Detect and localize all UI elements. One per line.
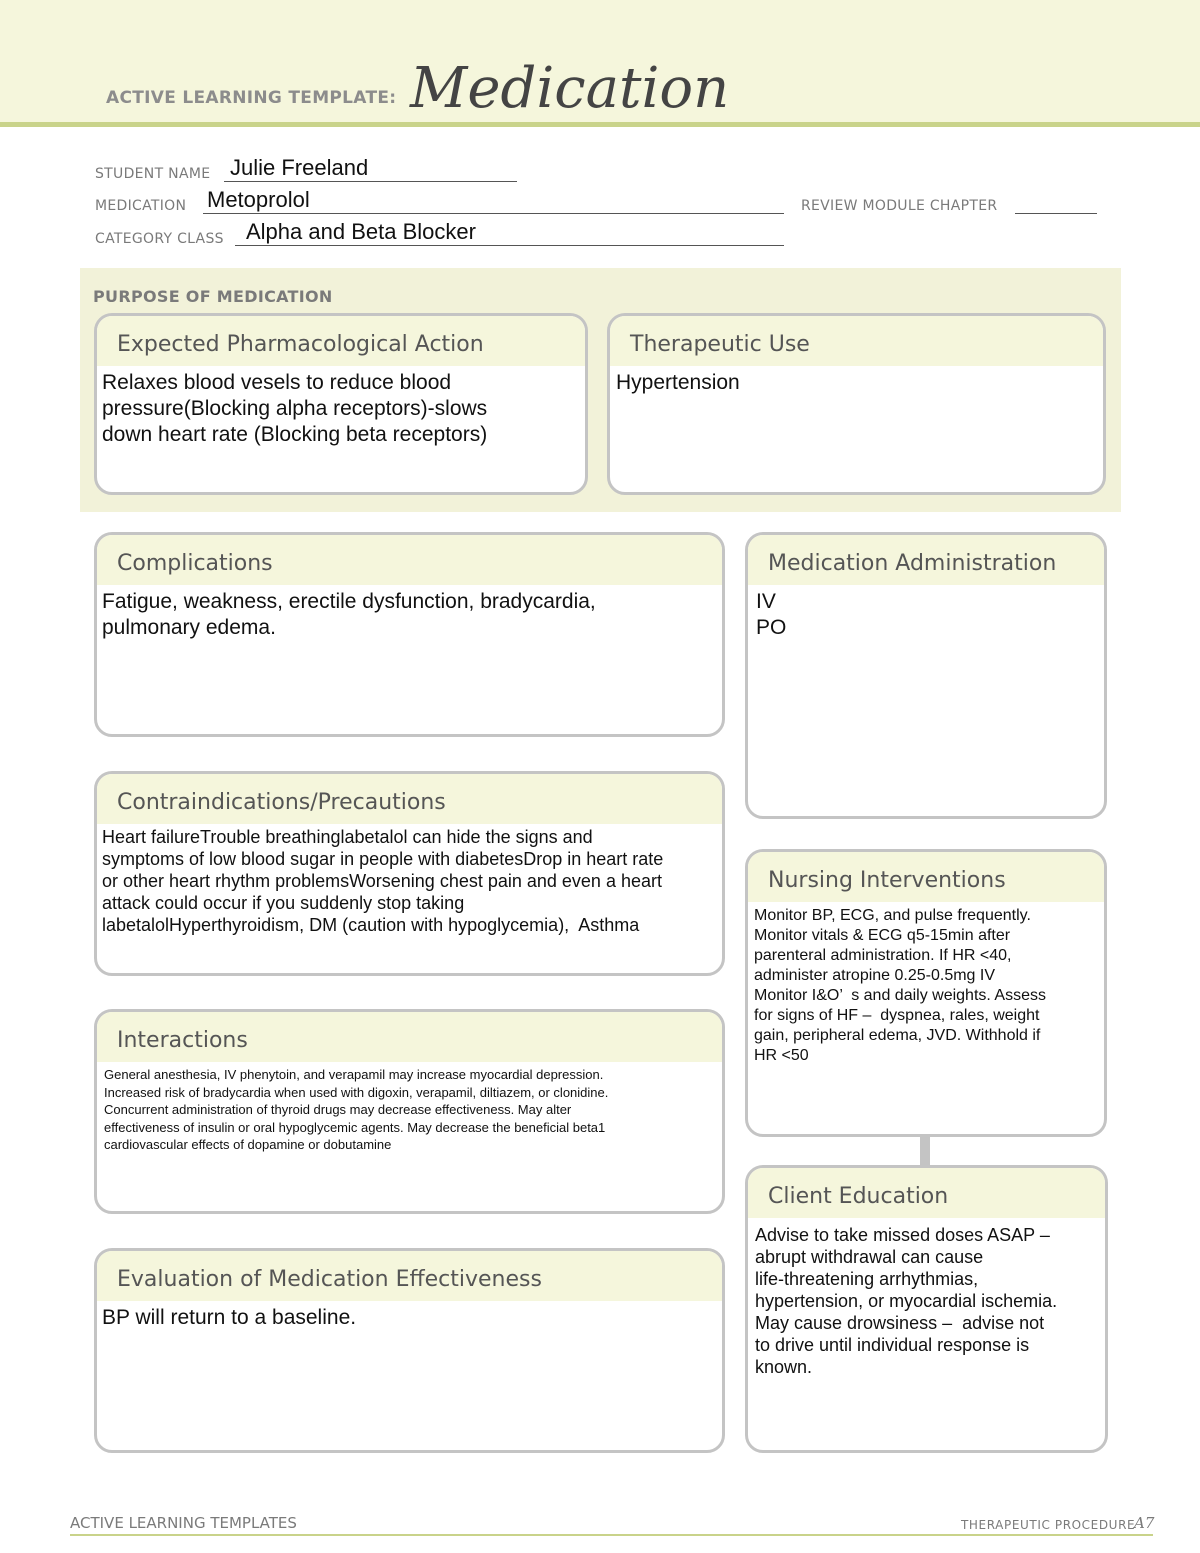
therapeutic-use-title: Therapeutic Use: [610, 316, 1103, 366]
nursing-interventions-text[interactable]: Monitor BP, ECG, and pulse frequently. Monitor vitals & ECG q5-15min after parenteral administration. If HR <40, administer atropine 0.25-0.5mg IV Monitor I&O’ s and daily weights. Assess for signs of HF – dyspnea, rales, weight gain, peripheral edema, JVD. Withhold if HR <50: [754, 907, 1046, 1064]
interactions-box: [94, 1009, 725, 1214]
evaluation-title: Evaluation of Medication Effectiveness: [97, 1251, 722, 1301]
expected-action-text[interactable]: Relaxes blood vesels to reduce blood pressure(Blocking alpha receptors)-slows down heart rate (Blocking beta receptors): [102, 371, 488, 446]
category-class-line: [235, 245, 784, 246]
medication-administration-text[interactable]: IV PO: [756, 590, 787, 639]
contraindications-title: Contraindications/Precautions: [97, 774, 722, 824]
review-module-label: REVIEW MODULE CHAPTER: [801, 198, 998, 214]
medication-administration-title: Medication Administration: [748, 535, 1104, 585]
client-education-text[interactable]: Advise to take missed doses ASAP – abrupt withdrawal can cause life-threatening arrhythmias, hypertension, or myocardial ischemia. May cause drowsiness – advise not to drive until individual response is known.: [755, 1225, 1058, 1377]
medication-line: [203, 213, 784, 214]
category-class-label: CATEGORY CLASS: [95, 231, 224, 247]
contraindications-box: [94, 771, 725, 976]
client-education-title: Client Education: [748, 1168, 1105, 1218]
therapeutic-use-box: [607, 313, 1106, 495]
template-label: ACTIVE LEARNING TEMPLATE:: [106, 88, 397, 108]
student-name-field[interactable]: Julie Freeland: [230, 155, 369, 180]
expected-action-title: Expected Pharmacological Action: [97, 316, 585, 366]
client-education-box: [745, 1165, 1108, 1453]
footer-right: THERAPEUTIC PROCEDURE: [961, 1518, 1136, 1532]
purpose-label: PURPOSE OF MEDICATION: [93, 287, 333, 306]
medication-label: MEDICATION: [95, 198, 187, 214]
category-class-field[interactable]: Alpha and Beta Blocker: [246, 219, 476, 244]
evaluation-text[interactable]: BP will return to a baseline.: [102, 1306, 357, 1329]
footer-left: ACTIVE LEARNING TEMPLATES: [70, 1514, 297, 1532]
complications-box: [94, 532, 725, 737]
medication-field[interactable]: Metoprolol: [207, 187, 310, 212]
footer-divider: [70, 1534, 1153, 1536]
page-title: Medication: [410, 56, 730, 121]
nursing-interventions-box: [745, 849, 1107, 1137]
complications-text[interactable]: Fatigue, weakness, erectile dysfunction, bradycardia, pulmonary edema.: [102, 590, 596, 639]
student-name-line: [224, 181, 517, 182]
interactions-title: Interactions: [97, 1012, 722, 1062]
interactions-text[interactable]: General anesthesia, IV phenytoin, and verapamil may increase myocardial depression. Increased risk of bradycardia when used with digoxin, verapamil, diltiazem, or clonidine. Concurrent administration of thyroid drugs may decrease effectiveness. May alter effectiveness of insulin or oral hypoglycemic agents. May decrease the beneficial beta1 cardiovascular effects of dopamine or dobutamine: [104, 1067, 609, 1152]
therapeutic-use-text[interactable]: Hypertension: [616, 371, 740, 394]
evaluation-box: [94, 1248, 725, 1453]
connector-bar: [920, 1136, 930, 1166]
nursing-interventions-title: Nursing Interventions: [748, 852, 1104, 902]
medication-administration-box: [745, 532, 1107, 819]
expected-action-box: [94, 313, 588, 495]
student-name-label: STUDENT NAME: [95, 166, 211, 182]
header-divider: [0, 122, 1200, 127]
complications-title: Complications: [97, 535, 722, 585]
page-number: A7: [1134, 1514, 1155, 1532]
review-module-field[interactable]: [1015, 213, 1097, 214]
contraindications-text[interactable]: Heart failureTrouble breathinglabetalol can hide the signs and symptoms of low blood sugar in people with diabetesDrop in heart rate or other heart rhythm problemsWorsening chest pain and even a heart attack could occur if you suddenly stop taking labetalolHyperthyroidism, DM (caution with hypoglycemia), Asthma: [102, 827, 664, 935]
